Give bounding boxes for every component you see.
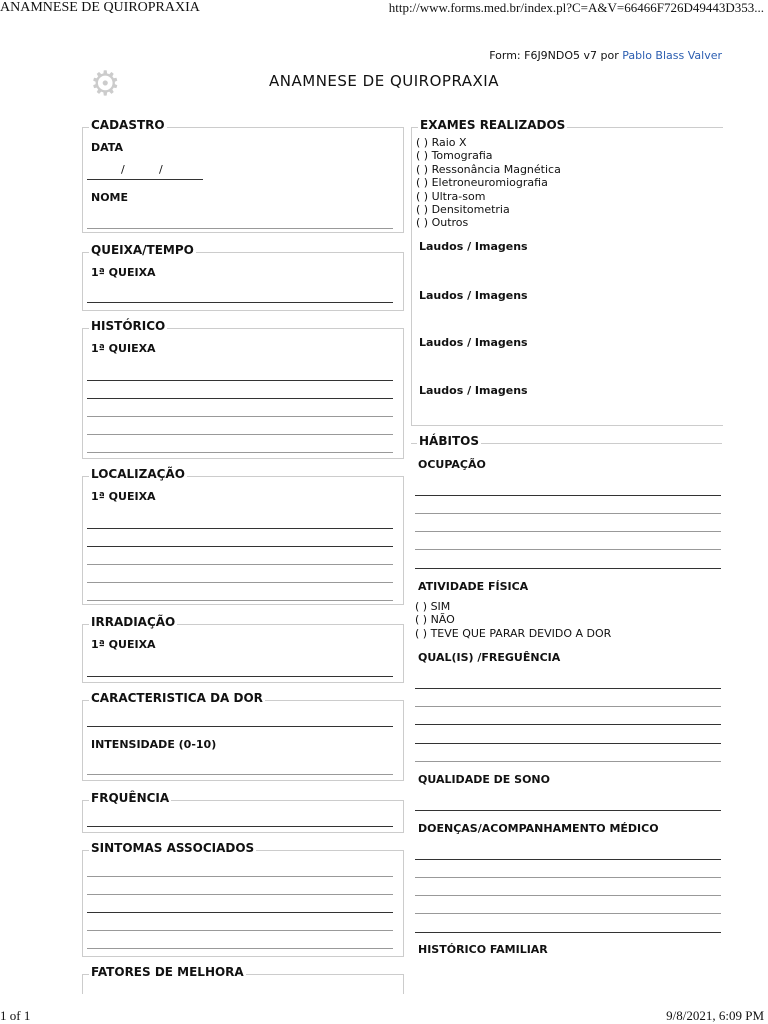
- fatores-section: [82, 965, 404, 994]
- option-ressonancia[interactable]: ( ) Ressonância Magnética: [416, 162, 561, 176]
- frequencia-field[interactable]: [87, 826, 393, 827]
- irradiacao-section: [82, 615, 404, 683]
- line[interactable]: [415, 531, 721, 532]
- exames-section: [411, 118, 723, 426]
- quais-label: QUAL(IS) /FREGUÊNCIA: [418, 651, 561, 664]
- line[interactable]: [87, 894, 393, 895]
- familiar-label: HISTÓRICO FAMILIAR: [418, 943, 548, 956]
- line[interactable]: [87, 546, 393, 547]
- author-link[interactable]: Pablo Blass Valver: [622, 49, 722, 62]
- print-datetime: 9/8/2021, 6:09 PM: [666, 1008, 764, 1023]
- irradiacao-label: 1ª QUEIXA: [91, 638, 156, 651]
- line[interactable]: [87, 398, 393, 399]
- option-densitometria[interactable]: ( ) Densitometria: [416, 203, 510, 217]
- atividade-label: ATIVIDADE FÍSICA: [418, 580, 529, 593]
- option-outros[interactable]: ( ) Outros: [416, 216, 469, 230]
- section-title: IRRADIAÇÃO: [91, 615, 176, 629]
- section-title: HÁBITOS: [419, 434, 479, 448]
- line[interactable]: [87, 930, 393, 931]
- atividade-options: [415, 600, 611, 640]
- line[interactable]: [87, 948, 393, 949]
- laudos-label: Laudos / Imagens: [419, 336, 528, 349]
- option-nao[interactable]: ( ) NÃO: [415, 613, 455, 627]
- line[interactable]: [415, 932, 721, 933]
- line[interactable]: [415, 568, 721, 569]
- localizacao-section: [82, 467, 404, 605]
- sono-field[interactable]: [415, 810, 721, 811]
- caracteristica-section: [82, 691, 404, 781]
- laudos-label: Laudos / Imagens: [419, 384, 528, 397]
- doencas-label: DOENÇAS/ACOMPANHAMENTO MÉDICO: [418, 822, 659, 835]
- browser-url: http://www.forms.med.br/index.pl?C=A&V=66466F726D49443D353...: [388, 0, 764, 15]
- option-tomografia[interactable]: ( ) Tomografia: [416, 149, 493, 163]
- line[interactable]: [415, 743, 721, 744]
- line[interactable]: [87, 582, 393, 583]
- section-title: QUEIXA/TEMPO: [91, 243, 194, 257]
- line[interactable]: [87, 912, 393, 913]
- line[interactable]: [415, 724, 721, 725]
- line[interactable]: [87, 452, 393, 453]
- caracteristica-field[interactable]: [87, 726, 393, 727]
- data-label: DATA: [91, 141, 123, 154]
- line[interactable]: [87, 600, 393, 601]
- page-count: 1 of 1: [0, 1008, 31, 1023]
- section-title: EXAMES REALIZADOS: [420, 118, 566, 132]
- line[interactable]: [415, 688, 721, 689]
- data-field[interactable]: [87, 179, 203, 180]
- line[interactable]: [415, 495, 721, 496]
- historico-label: 1ª QUIEXA: [91, 342, 156, 355]
- queixa-label: 1ª QUEIXA: [91, 266, 156, 279]
- laudos-label: Laudos / Imagens: [419, 240, 528, 253]
- line[interactable]: [87, 876, 393, 877]
- queixa-section: [82, 243, 404, 311]
- line[interactable]: [87, 416, 393, 417]
- line[interactable]: [87, 528, 393, 529]
- section-title: LOCALIZAÇÃO: [91, 467, 185, 481]
- laudos-label: Laudos / Imagens: [419, 289, 528, 302]
- line[interactable]: [87, 564, 393, 565]
- date-slash: /: [121, 163, 125, 176]
- line[interactable]: [87, 380, 393, 381]
- line[interactable]: [415, 706, 721, 707]
- section-title: CARACTERISTICA DA DOR: [91, 691, 263, 705]
- exames-options: [416, 136, 561, 230]
- irradiacao-field[interactable]: [87, 676, 393, 677]
- habitos-section: [411, 434, 722, 973]
- localizacao-label: 1ª QUEIXA: [91, 490, 156, 503]
- line[interactable]: [415, 761, 721, 762]
- page-title: ANAMNESE DE QUIROPRAXIA: [269, 72, 499, 90]
- ocupacao-label: OCUPAÇÃO: [418, 458, 486, 471]
- sintomas-section: [82, 841, 404, 957]
- historico-section: [82, 319, 404, 459]
- section-title: FRQUÊNCIA: [91, 791, 170, 805]
- option-sim[interactable]: ( ) SIM: [415, 600, 451, 613]
- option-eletroneuro[interactable]: ( ) Eletroneuromiografia: [416, 176, 548, 190]
- form-id: Form: F6J9NDO5 v7 por Pablo Blass Valver: [489, 49, 722, 62]
- frequencia-section: [82, 791, 404, 833]
- line[interactable]: [415, 859, 721, 860]
- sono-label: QUALIDADE DE SONO: [418, 773, 550, 786]
- option-parar[interactable]: ( ) TEVE QUE PARAR DEVIDO A DOR: [415, 626, 612, 640]
- cadastro-section: [82, 118, 404, 233]
- section-title: SINTOMAS ASSOCIADOS: [91, 841, 255, 855]
- option-raio-x[interactable]: ( ) Raio X: [416, 136, 467, 149]
- option-ultra-som[interactable]: ( ) Ultra-som: [416, 189, 486, 203]
- line[interactable]: [87, 434, 393, 435]
- section-title: HISTÓRICO: [91, 319, 166, 333]
- date-slash: /: [159, 163, 163, 176]
- line[interactable]: [415, 913, 721, 914]
- line[interactable]: [415, 895, 721, 896]
- queixa-field[interactable]: [87, 302, 393, 303]
- browser-title: ANAMNESE DE QUIROPRAXIA: [0, 0, 200, 15]
- nome-label: NOME: [91, 191, 129, 204]
- gears-icon: ⚙: [90, 66, 121, 103]
- section-title: FATORES DE MELHORA: [91, 965, 244, 979]
- line[interactable]: [415, 549, 721, 550]
- intensidade-label: INTENSIDADE (0-10): [91, 738, 217, 751]
- intensidade-field[interactable]: [87, 774, 393, 775]
- section-title: CADASTRO: [91, 118, 165, 132]
- line[interactable]: [415, 877, 721, 878]
- nome-field[interactable]: [87, 228, 393, 229]
- line[interactable]: [415, 513, 721, 514]
